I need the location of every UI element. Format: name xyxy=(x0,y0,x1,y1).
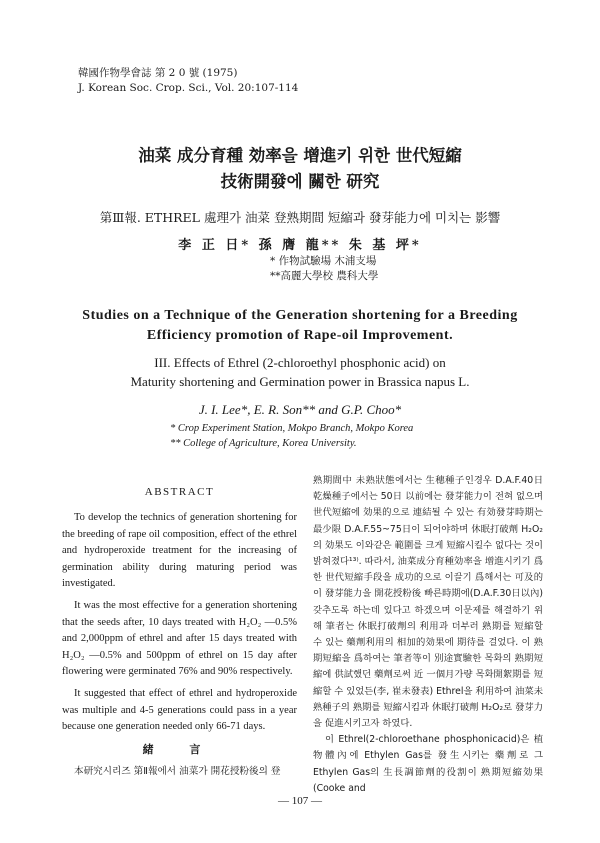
left-column xyxy=(62,484,297,781)
korean-affiliations xyxy=(270,254,378,284)
introduction-paragraph-start: 本研究시리즈 第Ⅱ報에서 油菜가 開花授粉後의 登 xyxy=(74,766,281,778)
english-affiliation-1: * Crop Experiment Station, Mokpo Branch, Mokpo Korea xyxy=(170,423,414,434)
english-subtitle-line1: III. Effects of Ethrel (2-chloroethyl phosphonic acid) on xyxy=(154,355,446,370)
journal-header xyxy=(78,66,298,96)
abstract-heading: ABSTRACT xyxy=(144,486,215,498)
abstract-paragraph-2: It was the most effective for a generation shortening that the seeds after, 10 days treated with H₂O₂ —0.5% and 2,000ppm of ethrel and after 15 days treated with H₂O₂ —0.5% and 500ppm of ethrel on 15 day after flowering were germinated 76% and 90% respectively. xyxy=(62,600,297,678)
korean-affiliation-2: **高麗大學校 農科大學 xyxy=(270,270,379,282)
abstract-paragraph-3: It suggested that effect of ethrel and hydroperoxide was multiple and 4-5 generations could pass in a year because one generation needed only 66-71 days. xyxy=(62,688,297,733)
body-paragraph-2: 이 Ethrel(2-chloroethane phosphonicacid)은 植物體內에 Ethylen Gas를 發生시키는 藥劑로 그 Ethylen Gas의 生長調節劑的役割이 熟期短縮効果(Cooke and xyxy=(313,734,543,794)
english-title-line1: Studies on a Technique of the Generation shortening for a Breeding xyxy=(82,308,518,323)
korean-title-line1: 油菜 成分育種 効率을 增進키 위한 世代短縮 xyxy=(138,146,462,165)
english-subtitle-line2: Maturity shortening and Germination power in Brassica napus L. xyxy=(130,374,470,389)
english-affiliations xyxy=(170,421,413,451)
english-subtitle xyxy=(0,353,600,391)
journal-name-korean: 韓國作物學會誌 第 2 0 號 (1975) xyxy=(78,67,238,79)
english-title-line2: Efficiency promotion of Rape-oil Improvement. xyxy=(146,328,454,343)
abstract-paragraph-1: To develop the technics of generation shortening for the breeding of rape oil composition, effect of the ethrel and hydroperoxide treatment for the increasing of germination ability during maturing period was investigated. xyxy=(62,512,297,590)
english-authors: J. I. Lee*, E. R. Son** and G.P. Choo* xyxy=(198,402,402,417)
korean-authors: 李 正 日* 孫 膺 龍** 朱 基 坪* xyxy=(178,238,422,253)
korean-subtitle: 第Ⅲ報. ETHREL 處理가 油菜 登熟期間 短縮과 發芽能力에 미치는 影響 xyxy=(99,210,501,225)
journal-citation: J. Korean Soc. Crop. Sci., Vol. 20:107-114 xyxy=(78,82,299,94)
right-column xyxy=(313,473,543,797)
body-paragraph-1: 熟期間中 未熟狀態에서는 生穗種子인경우 D.A.F.40日 乾燥種子에서는 50日 以前에는 發芽能力이 전혀 없으며 世代短縮에 効果的으로 連結될 수 있는 有効發芽時期는 最少限 D.A.F.55~75日이 되어야하며 休眠打破劑 H₂O₂의 効果도 이와같은 範圍를 크게 短縮시킬수 없다는 것이 밝혀졌다¹³⁾. 따라서, 油菜成分育種効率을 增進시키기 爲한 世代短縮手段을 成功的으로 이끌기 爲해서는 可及的 이 發芽能力을 開花授粉後 빠른時期에(D.A.F.30日以內) 갖추도록 하는데 있다고 하겠으며 이문제를 해결하기 위해 筆者는 休眠打破劑의 利用과 더부러 熟期를 短縮할 수 있는 藥劑利用의 相加的効果에 期待를 걸었다. 이 熟期短縮을 爲하여는 筆者等이 別途實驗한 목화의 熟期短縮에 供試했던 藥劑로써 近 一個月가량 목화開絮期를 短縮할 수 있었든(李, 崔未發表) Ethrel을 利用하여 油菜未熟種子의 熟期를 短縮시킴과 休眠打破劑 H₂O₂로 發芽力을 促進시키고자 하였다. xyxy=(313,475,543,730)
korean-title-line2: 技術開發에 關한 研究 xyxy=(220,172,380,191)
page-number: — 107 — xyxy=(278,795,322,807)
introduction-heading: 緒 言 xyxy=(142,742,217,756)
english-affiliation-2: ** College of Agriculture, Korea University. xyxy=(170,438,357,449)
english-title xyxy=(0,306,600,346)
korean-affiliation-1: * 作物試驗場 木浦支場 xyxy=(270,255,377,267)
